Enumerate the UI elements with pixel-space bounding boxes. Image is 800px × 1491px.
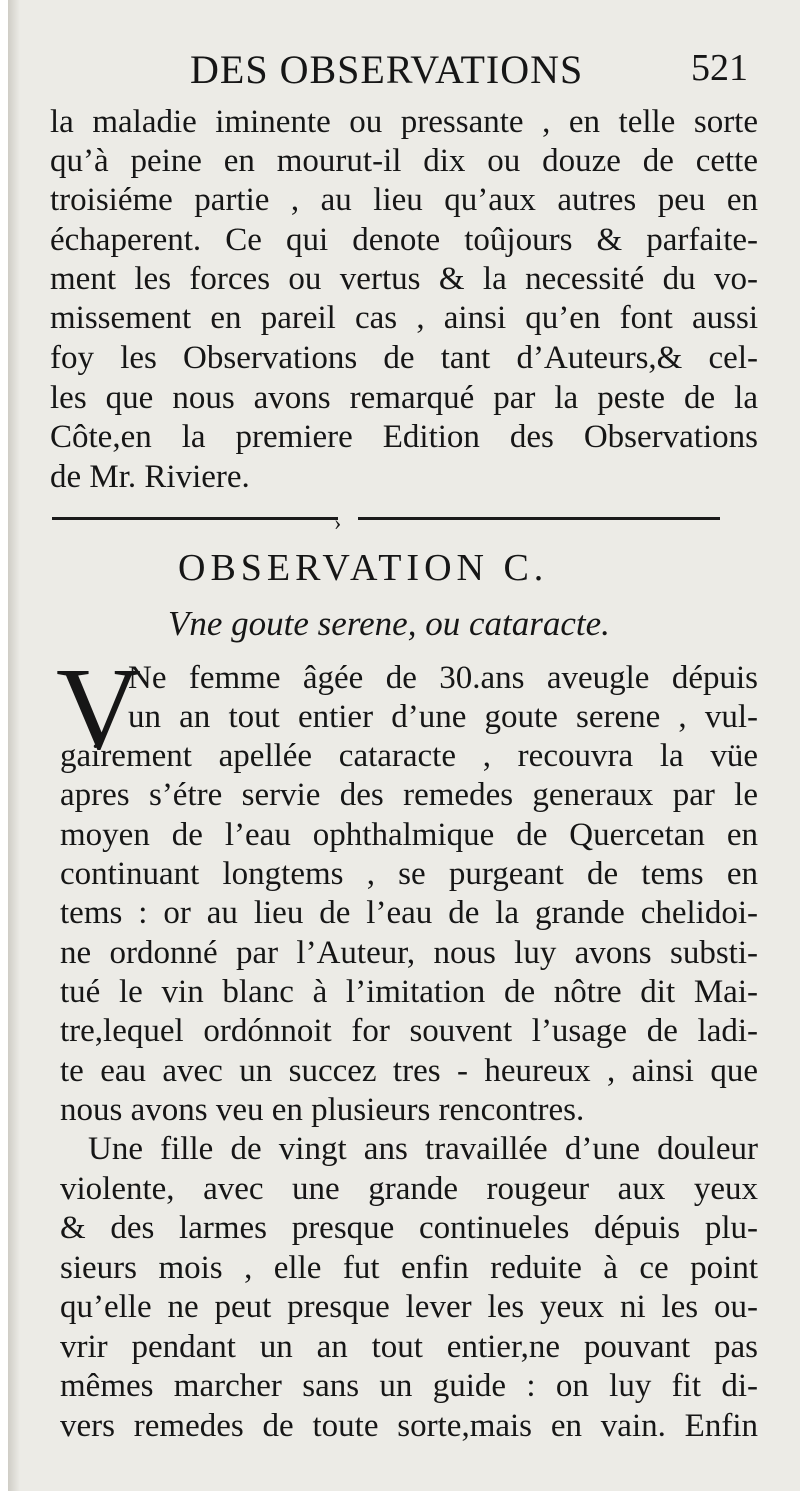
text-line: violente, avec une grande rougeur aux yeux bbox=[60, 1171, 758, 1207]
page-edge-shadow bbox=[8, 0, 20, 1491]
observation-subtitle: Vne goute serene, ou cataracte. bbox=[168, 604, 610, 643]
text-line: la maladie iminente ou pressante , en telle sorte bbox=[50, 104, 758, 140]
text-line: nous avons veu en plusieurs rencontres. bbox=[60, 1092, 585, 1128]
section-divider-right bbox=[358, 517, 720, 520]
text-line: échaperent. Ce qui denote toûjours & parfaite- bbox=[50, 222, 758, 258]
book-page bbox=[8, 0, 800, 1491]
text-line: qu’à peine en mourut-il dix ou douze de cette bbox=[50, 143, 758, 179]
text-line: tué le vin blanc à l’imitation de nôtre dit Mai- bbox=[60, 974, 758, 1010]
text-line: vers remedes de toute sorte,mais en vain. Enfin bbox=[60, 1408, 758, 1444]
text-line: de Mr. Riviere. bbox=[50, 459, 250, 495]
text-line: continuant longtems , se purgeant de tems en bbox=[60, 856, 758, 892]
drop-cap: V bbox=[56, 643, 142, 774]
text-line: troisiéme partie , au lieu qu’aux autres peu en bbox=[50, 182, 758, 218]
text-line: vrir pendant un an tout entier,ne pouvant pas bbox=[60, 1329, 758, 1365]
text-line: ne ordonné par l’Auteur, nous luy avons substi- bbox=[60, 935, 758, 971]
text-line: gairement apellée cataracte , recouvra la vüe bbox=[60, 738, 758, 774]
text-line: & des larmes presque continueles dépuis plu- bbox=[60, 1210, 758, 1246]
text-line: mêmes marcher sans un guide : on luy fit di- bbox=[60, 1368, 758, 1404]
text-line: Ne femme âgée de 30.ans aveugle dépuis bbox=[128, 660, 758, 696]
text-line: les que nous avons remarqué par la peste de la bbox=[50, 380, 758, 416]
running-title: DES OBSERVATIONS bbox=[190, 47, 584, 92]
text-line: qu’elle ne peut presque lever les yeux ni les ou- bbox=[60, 1289, 758, 1325]
text-line: Une fille de vingt ans travaillée d’une douleur bbox=[88, 1131, 758, 1167]
text-line: tems : or au lieu de l’eau de la grande chelidoi- bbox=[60, 895, 758, 931]
text-line: sieurs mois , elle fut enfin reduite à ce point bbox=[60, 1250, 758, 1286]
text-line: missement en pareil cas , ainsi qu’en font aussi bbox=[50, 300, 758, 336]
page-header bbox=[48, 46, 748, 96]
text-line: moyen de l’eau ophthalmique de Quercetan en bbox=[60, 817, 758, 853]
observation-heading: OBSERVATION C. bbox=[178, 547, 549, 589]
text-line: apres s’étre servie des remedes generaux par le bbox=[60, 777, 758, 813]
text-line: tre,lequel ordónnoit for souvent l’usage de ladi- bbox=[60, 1013, 758, 1049]
divider-ornament: › bbox=[334, 510, 342, 535]
section-divider-left bbox=[52, 517, 338, 520]
page-number: 521 bbox=[691, 47, 748, 89]
text-line: te eau avec un succez tres - heureux , ainsi que bbox=[60, 1053, 758, 1089]
text-line: foy les Observations de tant d’Auteurs,& cel- bbox=[50, 340, 758, 376]
text-line: ment les forces ou vertus & la necessité du vo- bbox=[50, 261, 758, 297]
text-line: Côte,en la premiere Edition des Observations bbox=[50, 419, 758, 455]
text-line: un an tout entier d’une goute serene , vul- bbox=[128, 699, 758, 735]
